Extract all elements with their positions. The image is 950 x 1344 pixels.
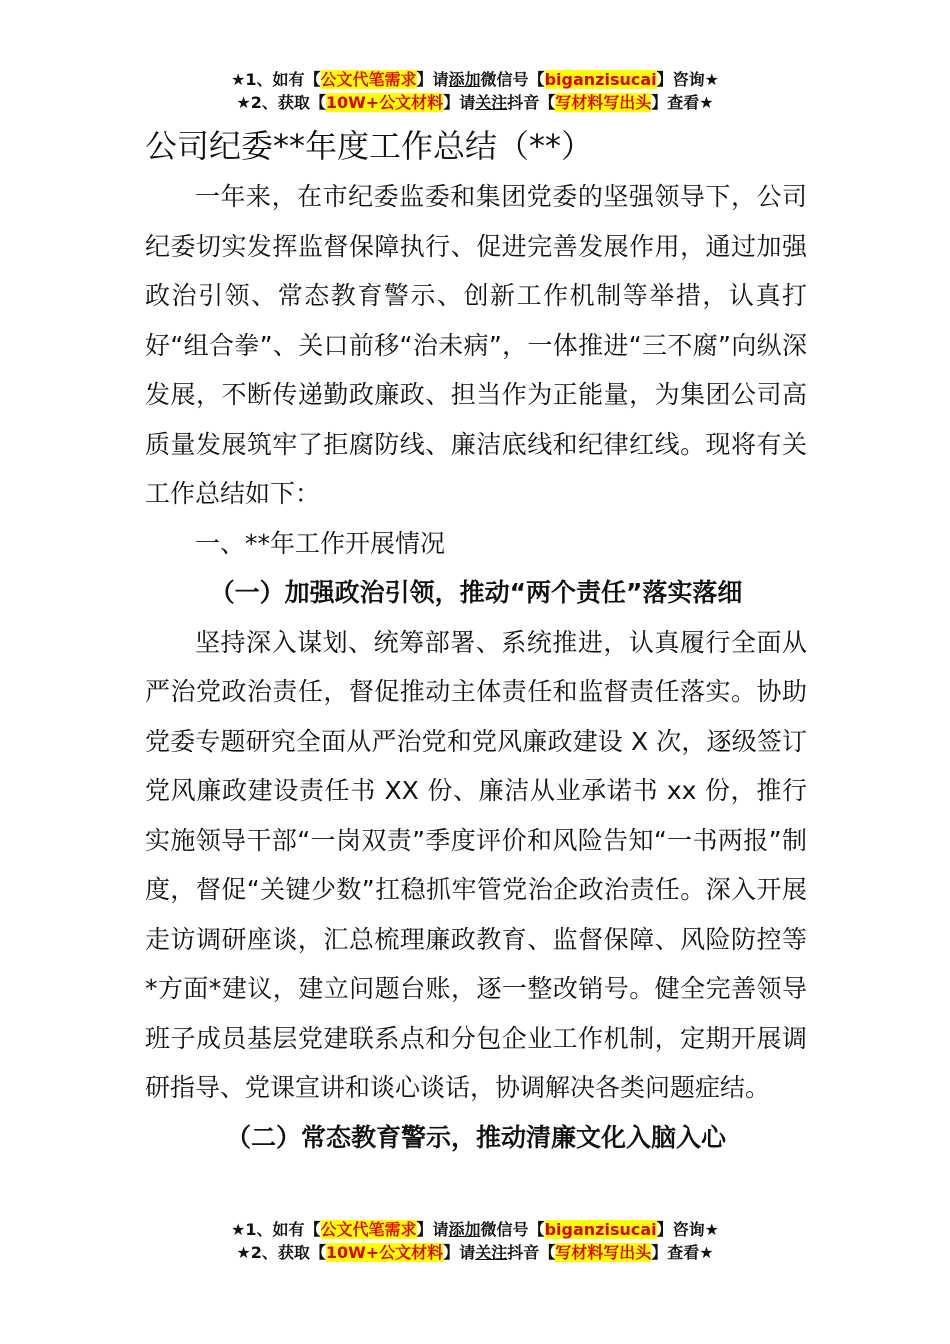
highlight-douyin: 写材料写出头 <box>555 93 652 112</box>
promo-underlined: 添加 <box>448 1220 481 1239</box>
highlight-materials: 10W+公文材料 <box>325 93 444 112</box>
promo-line-1 <box>0 1218 950 1241</box>
promo-text: 抖音【 <box>507 1243 556 1262</box>
document-body <box>145 172 807 1162</box>
intro-paragraph: 一年来，在市纪委监委和集团党委的坚强领导下，公司纪委切实发挥监督保障执行、促进完善发展作用，通过加强政治引领、常态教育警示、创新工作机制等举措，认真打好“组合拳”、关口前移“治未病”，一体推进“三不腐”向纵深发展，不断传递勤政廉政、担当作为正能量，为集团公司高质量发展筑牢了拒腐防线、廉洁底线和纪律红线。现将有关工作总结如下： <box>145 182 807 508</box>
subsection-heading-1: （一）加强政治引领，推动“两个责任”落实落细 <box>209 578 743 607</box>
promo-text: 】请 <box>443 1243 476 1262</box>
subsection-heading-2: （二）常态教育警示，推动清廉文化入脑入心 <box>225 1122 726 1152</box>
promo-text: 微信号【 <box>480 70 545 89</box>
promo-banner-bottom <box>0 1218 950 1264</box>
promo-banner-top <box>0 68 950 114</box>
promo-underlined: 添加 <box>448 70 481 89</box>
promo-text: 】请 <box>416 70 449 89</box>
promo-text: ★2、获取【 <box>236 1243 326 1262</box>
promo-text: 抖音【 <box>507 93 556 112</box>
promo-underlined: 关注 <box>475 93 508 112</box>
promo-line-1 <box>0 68 950 91</box>
promo-underlined: 关注 <box>475 1243 508 1262</box>
promo-text: ★1、如有【 <box>231 1220 321 1239</box>
highlight-service: 公文代笔需求 <box>320 1220 417 1239</box>
highlight-wechat-id: biganzisucai <box>544 1220 657 1239</box>
highlight-wechat-id: biganzisucai <box>544 70 657 89</box>
promo-text: 】咨询★ <box>656 70 719 89</box>
promo-text: 】请 <box>443 93 476 112</box>
promo-text: 】查看★ <box>651 1243 714 1262</box>
promo-line-2 <box>0 1241 950 1264</box>
highlight-service: 公文代笔需求 <box>320 70 417 89</box>
promo-text: 】请 <box>416 1220 449 1239</box>
subsection-body-1: 坚持深入谋划、统筹部署、系统推进，认真履行全面从严治党政治责任，督促推动主体责任和监督责任落实。协助党委专题研究全面从严治党和党风廉政建设 X 次，逐级签订党风廉政建设责任书 XX 份、廉洁从业承诺书 xx 份，推行实施领导干部“一岗双责”季度评价和风险告知“一书两报”制度，督促“关键少数”扛稳抓牢管党治企政治责任。深入开展走访调研座谈，汇总梳理廉政教育、监督保障、风险防控等*方面*建议，建立问题台账，逐一整改销号。健全完善领导班子成员基层党建联系点和分包企业工作机制，定期开展调研指导、党课宣讲和谈心谈话，协调解决各类问题症结。 <box>145 627 807 1102</box>
document-title: 公司纪委**年度工作总结（**） <box>145 127 594 165</box>
promo-text: 】咨询★ <box>656 1220 719 1239</box>
highlight-douyin: 写材料写出头 <box>555 1243 652 1262</box>
section-heading: 一、**年工作开展情况 <box>195 528 446 558</box>
promo-text: ★1、如有【 <box>231 70 321 89</box>
promo-text: 】查看★ <box>651 93 714 112</box>
promo-text: 微信号【 <box>480 1220 545 1239</box>
promo-text: ★2、获取【 <box>236 93 326 112</box>
highlight-materials: 10W+公文材料 <box>325 1243 444 1262</box>
promo-line-2 <box>0 91 950 114</box>
